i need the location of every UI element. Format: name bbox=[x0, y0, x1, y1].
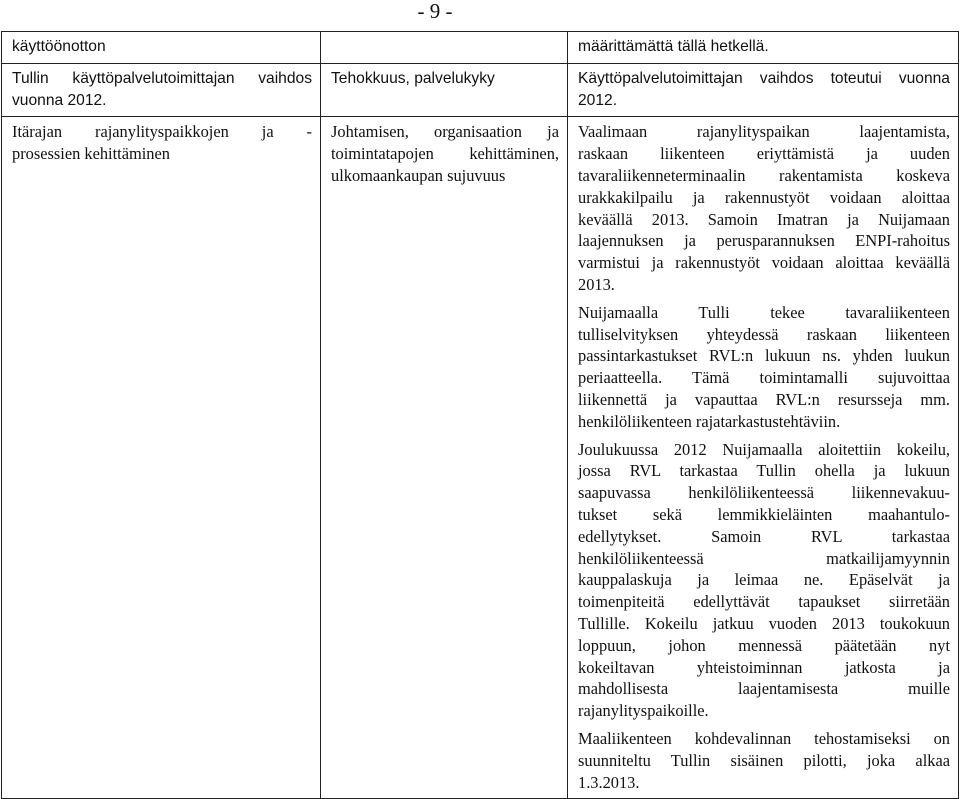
cell-paragraph bbox=[578, 121, 950, 295]
cell-paragraph bbox=[578, 439, 950, 722]
table-cell bbox=[568, 117, 959, 799]
text-line: liikennettä ja vapauttaa RVL:n resursseja mm. bbox=[578, 389, 950, 409]
cell-paragraph bbox=[578, 68, 950, 112]
table-row bbox=[2, 63, 959, 117]
text-line: määrittämättä tällä hetkellä. bbox=[578, 38, 769, 55]
text-line: edellytykset. Samoin RVL tarkastaa bbox=[578, 526, 950, 546]
table-cell bbox=[321, 32, 568, 64]
text-line: toimintatapojen kehittäminen, bbox=[331, 144, 559, 164]
cell-paragraph bbox=[578, 36, 950, 58]
text-line: tavaraliikenneterminaalin rakentamista koskeva bbox=[578, 165, 950, 185]
text-line: keväällä 2013. Samoin Imatran ja Nuijamaan bbox=[578, 209, 950, 229]
table-cell bbox=[2, 63, 321, 117]
text-line: Käyttöpalvelutoimittajan vaihdos toteutui vuonna bbox=[578, 69, 950, 87]
text-line: kokeiltavan yhteistoiminnan jatkosta ja bbox=[578, 657, 950, 677]
text-line: Vaalimaan rajanylityspaikan laajentamista, bbox=[578, 122, 950, 142]
text-line: Johtamisen, organisaation ja bbox=[331, 122, 559, 142]
text-line: tukset sekä lemmikkieläinten maahantulo- bbox=[578, 504, 950, 524]
text-line: 1.3.2013. bbox=[578, 772, 640, 792]
text-line: jossa RVL tarkastaa Tullin ohella ja lukuun bbox=[578, 461, 950, 481]
table-cell bbox=[568, 32, 959, 64]
text-line: käyttöönotton bbox=[12, 38, 106, 55]
text-line: suunniteltu Tullin sisäinen pilotti, joka alkaa bbox=[578, 750, 950, 770]
text-line: henkilöliikenteen rajatarkastustehtäviin. bbox=[578, 411, 841, 431]
text-line: laajennuksen ja perusparannuksen ENPI-rahoitus bbox=[578, 231, 950, 251]
text-line: 2012. bbox=[578, 91, 618, 109]
text-line: saapuvassa henkilöliikenteessä liikennevakuu- bbox=[578, 483, 950, 503]
cell-paragraph bbox=[331, 121, 559, 186]
table-cell bbox=[321, 63, 568, 117]
cell-paragraph bbox=[578, 728, 950, 793]
text-line: Nuijamaalla Tulli tekee tavaraliikenteen bbox=[578, 302, 950, 322]
text-line: raskaan liikenteen eriyttämistä ja uuden bbox=[578, 144, 950, 164]
table-cell bbox=[2, 117, 321, 799]
text-line: loppuun, johon mennessä päätetään nyt bbox=[578, 635, 950, 655]
table-cell bbox=[321, 117, 568, 799]
cell-paragraph bbox=[12, 36, 312, 58]
text-line: 2013. bbox=[578, 274, 615, 294]
text-line: ulkomaankaupan sujuvuus bbox=[331, 165, 506, 185]
text-line: rajanylityspaikoille. bbox=[578, 701, 709, 721]
text-line: passintarkastukset RVL:n lukuun ns. yhden luukun bbox=[578, 346, 950, 366]
text-line: Itärajan rajanylityspaikkojen ja - bbox=[12, 122, 312, 142]
page-number: - 9 - bbox=[417, 0, 453, 23]
document-table bbox=[1, 31, 959, 799]
text-line: tulliselvityksen yhteydessä raskaan liikenteen bbox=[578, 324, 950, 344]
table-row bbox=[2, 117, 959, 799]
text-line: varmistui ja rakennustyöt voidaan aloittaa keväällä bbox=[578, 253, 950, 273]
text-line: Tehokkuus, palvelukyky bbox=[331, 69, 495, 87]
text-line: Joulukuussa 2012 Nuijamaalla aloitettiin kokeilu, bbox=[578, 439, 950, 459]
text-line: urakkakilpailu ja rakennustyöt voidaan aloittaa bbox=[578, 187, 950, 207]
table-cell bbox=[568, 63, 959, 117]
text-line: Maaliikenteen kohdevalinnan tehostamiseksi on bbox=[578, 728, 950, 748]
text-line: toimenpiteitä edellyttävät tapaukset siirretään bbox=[578, 592, 950, 612]
cell-paragraph bbox=[12, 121, 312, 165]
text-line: mahdollisesta laajentamisesta muille bbox=[578, 679, 950, 699]
text-line: Tullin käyttöpalvelutoimittajan vaihdos bbox=[12, 69, 312, 87]
text-line: kauppalaskuja ja leimaa ne. Epäselvät ja bbox=[578, 570, 950, 590]
text-line: henkilöliikenteessä matkailijamyynnin bbox=[578, 548, 950, 568]
table-row bbox=[2, 32, 959, 64]
cell-paragraph bbox=[331, 68, 559, 90]
cell-paragraph bbox=[578, 302, 950, 433]
table-cell bbox=[2, 32, 321, 64]
cell-paragraph bbox=[12, 68, 312, 112]
text-line: periaatteella. Tämä toimintamalli sujuvoittaa bbox=[578, 368, 950, 388]
text-line: Tullille. Kokeilu jatkuu vuoden 2013 toukokuun bbox=[578, 613, 950, 633]
text-line: vuonna 2012. bbox=[12, 91, 107, 109]
text-line: prosessien kehittäminen bbox=[12, 144, 170, 164]
